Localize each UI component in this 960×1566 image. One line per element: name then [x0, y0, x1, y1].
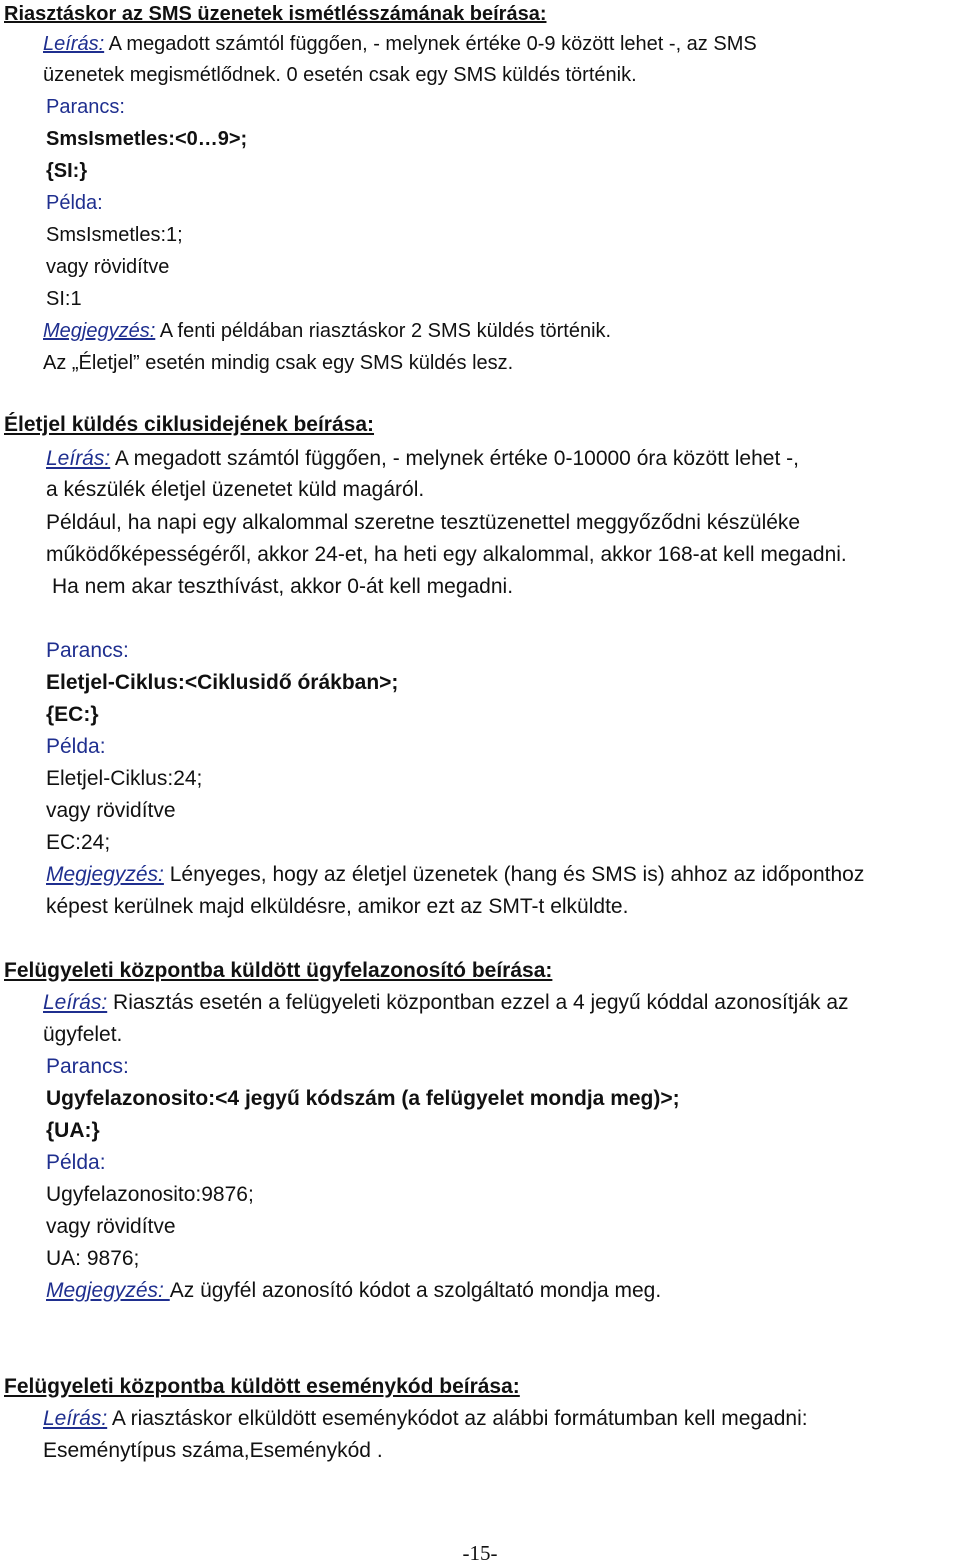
example-short: EC:24;	[46, 831, 111, 854]
description-line	[43, 31, 757, 57]
note-text: Az ügyfél azonosító kódot a szolgáltató mondja meg.	[169, 1279, 662, 1302]
command-label: Parancs:	[46, 1055, 129, 1078]
description-line: ügyfelet.	[43, 1023, 123, 1046]
note-label: Megjegyzés:	[46, 1279, 170, 1302]
example-label: Példa:	[46, 1151, 106, 1174]
example-short: SI:1	[46, 288, 82, 310]
note-text: Lényeges, hogy az életjel üzenetek (hang és SMS is) ahhoz az időponthoz	[169, 863, 865, 886]
or-short-text: vagy rövidítve	[46, 799, 176, 822]
example-short: UA: 9876;	[46, 1247, 140, 1270]
description-line: Például, ha napi egy alkalommal szeretne tesztüzenettel meggyőződni készüléke	[46, 511, 801, 534]
description-label: Leírás:	[46, 447, 111, 470]
description-line: Eseménytípus száma,Eseménykód .	[43, 1439, 383, 1462]
description-line: Ha nem akar teszthívást, akkor 0-át kell megadni.	[52, 575, 514, 598]
description-line: a készülék életjel üzenetet küld magáról.	[46, 478, 425, 501]
command-short: {SI:}	[46, 160, 88, 182]
page-number: -15-	[462, 1541, 498, 1565]
command-label: Parancs:	[46, 96, 125, 118]
or-short-text: vagy rövidítve	[46, 1215, 176, 1238]
description-line: működőképességéről, akkor 24-et, ha heti egy alkalommal, akkor 168-at kell megadni.	[46, 543, 847, 566]
description-line	[46, 446, 799, 472]
note-label: Megjegyzés:	[43, 320, 156, 342]
section-heading: Életjel küldés ciklusidejének beírása:	[4, 413, 375, 436]
description-text: Riasztás esetén a felügyeleti központban ezzel a 4 jegyű kóddal azonosítják az	[113, 991, 849, 1014]
command-short: {UA:}	[46, 1119, 100, 1142]
description-line: üzenetek megismétlődnek. 0 esetén csak egy SMS küldés történik.	[43, 64, 637, 86]
example-label: Példa:	[46, 192, 103, 214]
description-line	[43, 1406, 808, 1432]
note-line	[46, 862, 864, 888]
command-label: Parancs:	[46, 639, 129, 662]
note-line	[43, 318, 611, 344]
example-command: SmsIsmetles:1;	[46, 224, 183, 246]
section-heading: Felügyeleti központba küldött eseménykód beírása:	[4, 1375, 520, 1398]
example-command: Eletjel-Ciklus:24;	[46, 767, 203, 790]
description-label: Leírás:	[43, 33, 105, 55]
description-text: A megadott számtól függően, - melynek értéke 0-10000 óra között lehet -,	[114, 447, 799, 470]
command-syntax: Eletjel-Ciklus:<Ciklusidő órákban>;	[46, 671, 399, 694]
note-line	[46, 1278, 661, 1304]
section-heading: Felügyeleti központba küldött ügyfelazonosító beírása:	[4, 959, 553, 982]
note-label: Megjegyzés:	[46, 863, 164, 886]
description-label: Leírás:	[43, 1407, 108, 1430]
command-short: {EC:}	[46, 703, 99, 726]
example-label: Példa:	[46, 735, 106, 758]
description-text: A riasztáskor elküldött eseménykódot az alábbi formátumban kell megadni:	[111, 1407, 808, 1430]
note-line: Az „Életjel” esetén mindig csak egy SMS küldés lesz.	[43, 352, 514, 374]
note-line: képest kerülnek majd elküldésre, amikor ezt az SMT-t elküldte.	[46, 895, 629, 918]
or-short-text: vagy rövidítve	[46, 256, 170, 278]
command-syntax: Ugyfelazonosito:<4 jegyű kódszám (a felügyelet mondja meg)>;	[46, 1087, 680, 1110]
section-heading: Riasztáskor az SMS üzenetek ismétlésszámának beírása:	[4, 3, 547, 25]
description-text: A megadott számtól függően, - melynek értéke 0-9 között lehet -, az SMS	[108, 33, 757, 55]
note-text: A fenti példában riasztáskor 2 SMS küldés történik.	[159, 320, 612, 342]
command-syntax: SmsIsmetles:<0…9>;	[46, 128, 248, 150]
description-label: Leírás:	[43, 991, 108, 1014]
description-line	[43, 990, 849, 1016]
example-command: Ugyfelazonosito:9876;	[46, 1183, 254, 1206]
